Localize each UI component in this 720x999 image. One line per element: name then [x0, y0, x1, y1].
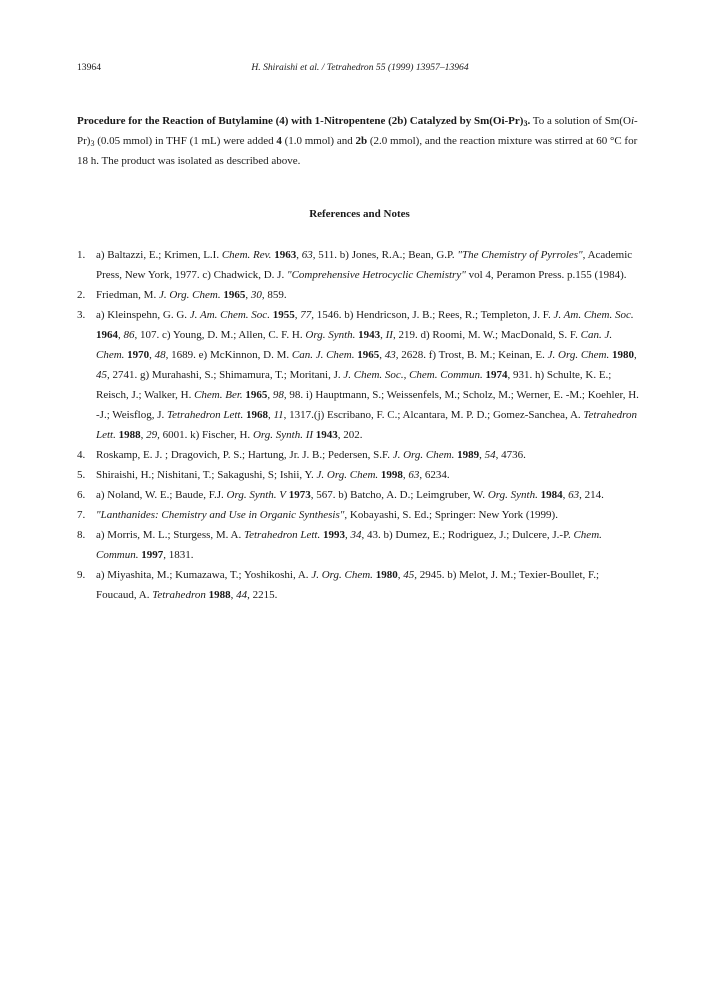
reference-italic-text: Org. Synth. II — [252, 429, 314, 441]
reference-italic-text: Chem. Ber. — [194, 389, 243, 401]
reference-italic-text: J. Org. Chem. — [311, 569, 373, 581]
reference-year: 1974 — [485, 369, 508, 381]
reference-year: 1965 — [223, 289, 246, 301]
procedure-text: i — [630, 115, 635, 127]
reference-year: 1998 — [380, 469, 403, 481]
reference-number: 5. — [77, 469, 86, 481]
reference-year: 1968 — [245, 409, 268, 421]
procedure-title-end: . — [527, 115, 531, 127]
reference-year: 1963 — [274, 249, 297, 261]
reference-italic-text: Can. J. Chem. — [291, 349, 355, 361]
reference-number: 1. — [77, 249, 86, 261]
reference-number: 9. — [77, 569, 86, 581]
reference-text: , Kobayashi, S. Ed.; Springer: New York (1999). — [344, 509, 558, 521]
reference-italic-text: 30 — [250, 289, 262, 301]
reference-italic-text: "The Chemistry of Pyrroles" — [457, 249, 583, 261]
reference-text: , 43. b) Dumez, E.; Rodriguez, J.; Dulcere, J.-P. — [361, 529, 574, 541]
reference-italic-text: 11 — [273, 409, 284, 421]
reference-italic-text: Tetrahedron Lett. — [96, 409, 637, 441]
reference-italic-text: Tetrahedron Lett. — [167, 409, 244, 421]
procedure-text: To a solution of Sm(O — [530, 115, 631, 127]
reference-item — [77, 565, 642, 605]
reference-text: , — [634, 349, 637, 361]
reference-text: , — [402, 469, 409, 481]
reference-text: vol 4, Peramon Press. p.155 (1984). — [465, 269, 627, 281]
reference-italic-text: Tetrahedron Lett. — [244, 529, 321, 541]
reference-italic-text: 45 — [403, 569, 415, 581]
reference-text: , 4736. — [495, 449, 526, 461]
reference-italic-text: 43, — [384, 349, 399, 361]
reference-text: 1689. e) McKinnon, D. M. — [168, 349, 292, 361]
reference-italic-text: 63 — [408, 469, 420, 481]
reference-text: , 511. b) Jones, R.A.; Bean, G.P. — [312, 249, 458, 261]
procedure-title — [77, 115, 530, 127]
reference-italic-text: Tetrahedron — [152, 589, 206, 601]
reference-text: , 107. c) Young, D. M.; Allen, C. F. H. — [134, 329, 306, 341]
reference-text: a) Kleinspehn, G. G. — [96, 309, 190, 321]
reference-text: , 2215. — [247, 589, 278, 601]
reference-text: Shiraishi, H.; Nishitani, T.; Sakagushi, S; Ishii, Y. — [96, 469, 317, 481]
procedure-text: -Pr) — [77, 115, 638, 147]
reference-italic-text: J. Am. Chem. Soc. — [189, 309, 270, 321]
reference-year: 1943 — [358, 329, 381, 341]
reference-italic-text: 29 — [146, 429, 158, 441]
reference-year: 1955 — [272, 309, 295, 321]
reference-text: 2628. f) Trost, B. M.; Keinan, E. — [398, 349, 548, 361]
reference-item — [77, 245, 642, 285]
reference-italic-text: J. Am. Chem. Soc. — [553, 309, 634, 321]
reference-year: 1965 — [357, 349, 380, 361]
reference-text: , 98. i) Hauptmann, S.; Weissenfels, M.; Scholz, M.; Werner, E. -M.; Koehler, H. -J.; Weisflog, J. — [96, 389, 639, 421]
references-heading: References and Notes — [309, 208, 410, 220]
reference-text: , 214. — [579, 489, 604, 501]
reference-number: 3. — [77, 309, 86, 321]
reference-italic-text: J. Org. Chem. — [316, 469, 379, 481]
reference-italic-text: J. Org. Chem. — [392, 449, 455, 461]
reference-text: , 6001. k) Fischer, H. — [157, 429, 253, 441]
reference-text: , — [149, 349, 155, 361]
reference-number: 6. — [77, 489, 86, 501]
reference-text: , — [379, 349, 385, 361]
reference-italic-text: J. Chem. Soc., Chem. Commun. — [343, 369, 483, 381]
reference-year: 1980 — [375, 569, 398, 581]
reference-item — [77, 505, 642, 525]
reference-item — [77, 445, 642, 465]
procedure-text: (0.05 mmol) in THF (1 mL) were added — [94, 135, 277, 147]
reference-year: 1984 — [540, 489, 563, 501]
reference-year: 1989 — [457, 449, 480, 461]
reference-text: , 219. d) Roomi, M. W.; MacDonald, S. F. — [392, 329, 581, 341]
reference-number: 4. — [77, 449, 86, 461]
page-number: 13964 — [77, 62, 101, 73]
reference-italic-text: Chem. Rev. — [221, 249, 272, 261]
reference-italic-text: 54 — [484, 449, 496, 461]
reference-italic-text: 63 — [301, 249, 313, 261]
procedure-title-text: Procedure for the Reaction of Butylamine (4) with 1-Nitropentene (2b) Catalyzed by Sm(Oi-Pr) — [77, 115, 524, 127]
reference-text: a) Morris, M. L.; Sturgess, M. A. — [96, 529, 244, 541]
reference-text: , — [230, 589, 237, 601]
reference-text: 1546. b) Hendricson, J. B.; Rees, R.; Templeton, J. F. — [313, 309, 554, 321]
reference-year: 1943 — [315, 429, 338, 441]
reference-year: 1993 — [322, 529, 345, 541]
references-list — [77, 245, 642, 605]
procedure-paragraph — [77, 111, 642, 171]
reference-italic-text: J. Org. Chem. — [547, 349, 610, 361]
reference-text: , — [562, 489, 569, 501]
reference-text: , Academic Press, New York, 1977. c) Chadwick, D. J. — [96, 249, 633, 281]
reference-text: , — [344, 529, 351, 541]
reference-italic-text: 48, — [154, 349, 169, 361]
procedure-subscript: 3 — [90, 139, 95, 148]
reference-year: 1988 — [118, 429, 141, 441]
reference-text: , — [397, 569, 404, 581]
reference-item — [77, 485, 642, 505]
reference-italic-text: J. Org. Chem. — [158, 289, 221, 301]
reference-text: , 6234. — [419, 469, 450, 481]
reference-year: 1970 — [127, 349, 150, 361]
reference-italic-text: 63 — [568, 489, 580, 501]
reference-text: a) Miyashita, M.; Kumazawa, T.; Yoshikoshi, A. — [96, 569, 312, 581]
reference-text: , 567. b) Batcho, A. D.; Leimgruber, W. — [310, 489, 488, 501]
reference-italic-text: 98 — [272, 389, 284, 401]
reference-text: , — [245, 289, 251, 301]
reference-text: , 1831. — [163, 549, 194, 561]
compound-label: 4 — [276, 135, 282, 147]
reference-italic-text: Can. J. Chem. — [96, 329, 613, 361]
reference-italic-text: "Comprehensive Hetrocyclic Chemistry" — [286, 269, 466, 281]
reference-italic-text: Org. Synth. V — [226, 489, 286, 501]
reference-year: 1965 — [245, 389, 268, 401]
reference-text: , — [267, 389, 273, 401]
reference-item — [77, 305, 642, 445]
reference-year: 1997 — [141, 549, 164, 561]
reference-italic-text: 86 — [123, 329, 135, 341]
reference-italic-text: Org. Synth. — [305, 329, 356, 341]
reference-text: , 859. — [261, 289, 287, 301]
reference-text: a) Noland, W. E.; Baude, F.J. — [96, 489, 227, 501]
reference-text: a) Baltazzi, E.; Krimen, L.I. — [96, 249, 222, 261]
reference-text: , 2945. b) Melot, J. M.; Texier-Boullet, F.; Foucaud, A. — [96, 569, 600, 601]
reference-item — [77, 525, 642, 565]
reference-italic-text: "Lanthanides: Chemistry and Use in Organic Synthesis" — [96, 509, 345, 521]
reference-text: , — [380, 329, 386, 341]
reference-text: Roskamp, E. J. ; Dragovich, P. S.; Hartung, Jr. J. B.; Pedersen, S.F. — [96, 449, 393, 461]
reference-italic-text: 77, — [300, 309, 314, 321]
procedure-text: (1.0 mmol) and — [281, 135, 356, 147]
reference-text: , — [479, 449, 485, 461]
reference-text: , 202. — [337, 429, 363, 441]
procedure-text: (2.0 mmol), and the reaction mixture was stirred at 60 °C for 18 h. The product was isolated as described above. — [77, 135, 638, 167]
reference-item — [77, 285, 642, 305]
reference-text: , 931. h) Schulte, K. E.; Reisch, J.; Walker, H. — [96, 369, 612, 401]
reference-italic-text: Org. Synth. — [487, 489, 538, 501]
reference-italic-text: 44 — [236, 589, 248, 601]
reference-italic-text: Chem. Commun. — [96, 529, 602, 561]
reference-italic-text: 34 — [350, 529, 362, 541]
procedure-title-subscript: 3 — [523, 119, 528, 128]
reference-text: , 1317.(j) Escribano, F. C.; Alcantara, M. P. D.; Gomez-Sanchea, A. — [283, 409, 584, 421]
compound-label: 2b — [355, 135, 368, 147]
reference-item — [77, 465, 642, 485]
reference-text: , — [267, 409, 274, 421]
reference-number: 2. — [77, 289, 86, 301]
reference-text: , 2741. g) Murahashi, S.; Shimamura, T.; Moritani, J. — [107, 369, 344, 381]
reference-number: 7. — [77, 509, 86, 521]
reference-text: , — [294, 309, 301, 321]
reference-year: 1973 — [288, 489, 311, 501]
reference-number: 8. — [77, 529, 86, 541]
reference-year: 1988 — [208, 589, 231, 601]
reference-text: , — [140, 429, 147, 441]
reference-text: , — [296, 249, 302, 261]
reference-italic-text: 45 — [96, 369, 107, 381]
reference-text: Friedman, M. — [96, 289, 159, 301]
reference-text: , — [118, 329, 124, 341]
reference-italic-text: II — [385, 329, 393, 341]
reference-year: 1980 — [612, 349, 634, 361]
reference-year: 1964 — [96, 329, 118, 341]
running-head: H. Shiraishi et al. / Tetrahedron 55 (1999) 13957–13964 — [251, 62, 469, 73]
